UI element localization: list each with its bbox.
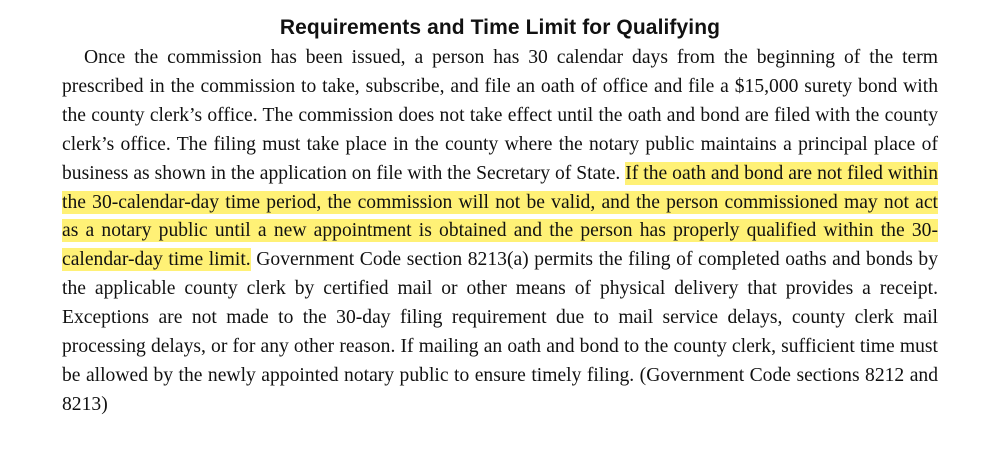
paragraph-text-intro: Once the commission has been issued, a person has 30 calendar days from the beginning of the term prescribed in the commission to take, subscribe, and file an oath of office and file a $15,000 surety bond with the county clerk’s office. The commission does not take effect until the oath and bond are filed with the county clerk’s office. The filing must take place in the county where the notary public maintains a principal place of business as shown in the application on file with the Secretary of State. bbox=[62, 47, 938, 184]
section-paragraph bbox=[62, 44, 938, 420]
highlighted-passage: If the oath and bond are not filed within the 30-calendar-day time period, the commission will not be valid, and the person commissioned may not act as a notary public until a new appointment is obtained and the person has properly qualified within the 30-calendar-day time limit. bbox=[62, 162, 938, 271]
paragraph-text-continued: Government Code section 8213(a) permits the filing of completed oaths and bonds by the applicable county clerk by certified mail or other means of physical delivery that provides a receipt. Exceptions are not made to the 30-day filing requirement due to mail service delays, county clerk mail processing delays, or for any other reason. If mailing an oath and bond to the county clerk, sufficient time must be allowed by the newly appointed notary public to ensure timely filing. (Government Code sections 8212 and 8213) bbox=[62, 249, 939, 415]
section-heading: Requirements and Time Limit for Qualifying bbox=[279, 16, 721, 39]
